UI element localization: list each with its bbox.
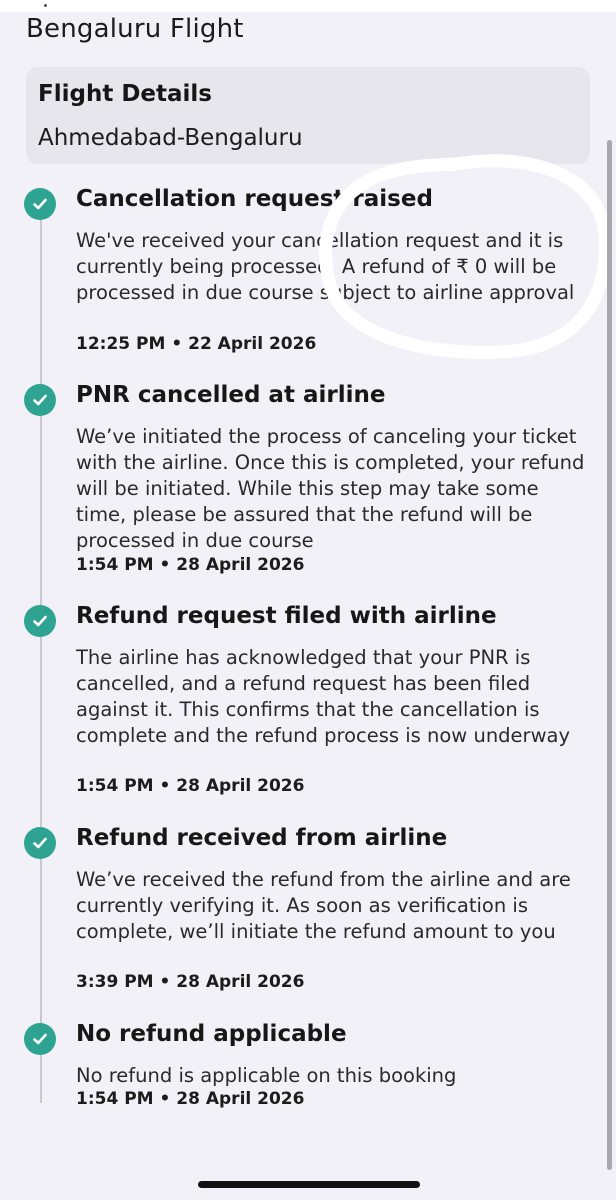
status-bar-remnant	[0, 0, 616, 12]
check-circle-icon	[24, 1023, 56, 1055]
check-circle-icon	[24, 384, 56, 416]
timeline-connector	[40, 210, 42, 1103]
flight-details-card	[26, 67, 590, 164]
step-description: We've received your cancellation request and it is currently being processed. A refund of ₹ 0 will be processed in due course subject to airline approval	[76, 229, 575, 304]
step-title: Refund received from airline	[76, 825, 448, 851]
step-timestamp: 12:25 PM • 22 April 2026	[76, 334, 317, 354]
step-timestamp: 3:39 PM • 28 April 2026	[76, 972, 305, 992]
step-description: The airline has acknowledged that your PNR is cancelled, and a refund request has been filed against it. This confirms that the cancellation is complete and the refund process is now underway	[76, 646, 571, 747]
flight-route: Ahmedabad-Bengaluru	[38, 125, 303, 151]
check-circle-icon	[24, 188, 56, 220]
check-circle-icon	[24, 605, 56, 637]
step-title: PNR cancelled at airline	[76, 382, 386, 408]
scrollbar[interactable]	[607, 140, 612, 1170]
step-timestamp: 1:54 PM • 28 April 2026	[76, 555, 305, 575]
status-dot	[44, 4, 47, 7]
step-description: No refund is applicable on this booking	[76, 1064, 457, 1087]
flight-details-heading: Flight Details	[38, 81, 212, 107]
step-title: Refund request filed with airline	[76, 603, 497, 629]
page-title: Bengaluru Flight	[26, 14, 244, 44]
step-timestamp: 1:54 PM • 28 April 2026	[76, 776, 305, 796]
check-circle-icon	[24, 827, 56, 859]
step-description: We’ve initiated the process of canceling your ticket with the airline. Once this is completed, your refund will be initiated. While this step may take some time, please be assured that the refund will be processed in due course	[76, 425, 585, 552]
step-timestamp: 1:54 PM • 28 April 2026	[76, 1089, 305, 1109]
step-title: Cancellation request raised	[76, 186, 433, 212]
home-indicator[interactable]	[198, 1181, 420, 1188]
step-description: We’ve received the refund from the airline and are currently verifying it. As soon as verification is complete, we’ll initiate the refund amount to you	[76, 868, 571, 943]
step-title: No refund applicable	[76, 1021, 347, 1047]
